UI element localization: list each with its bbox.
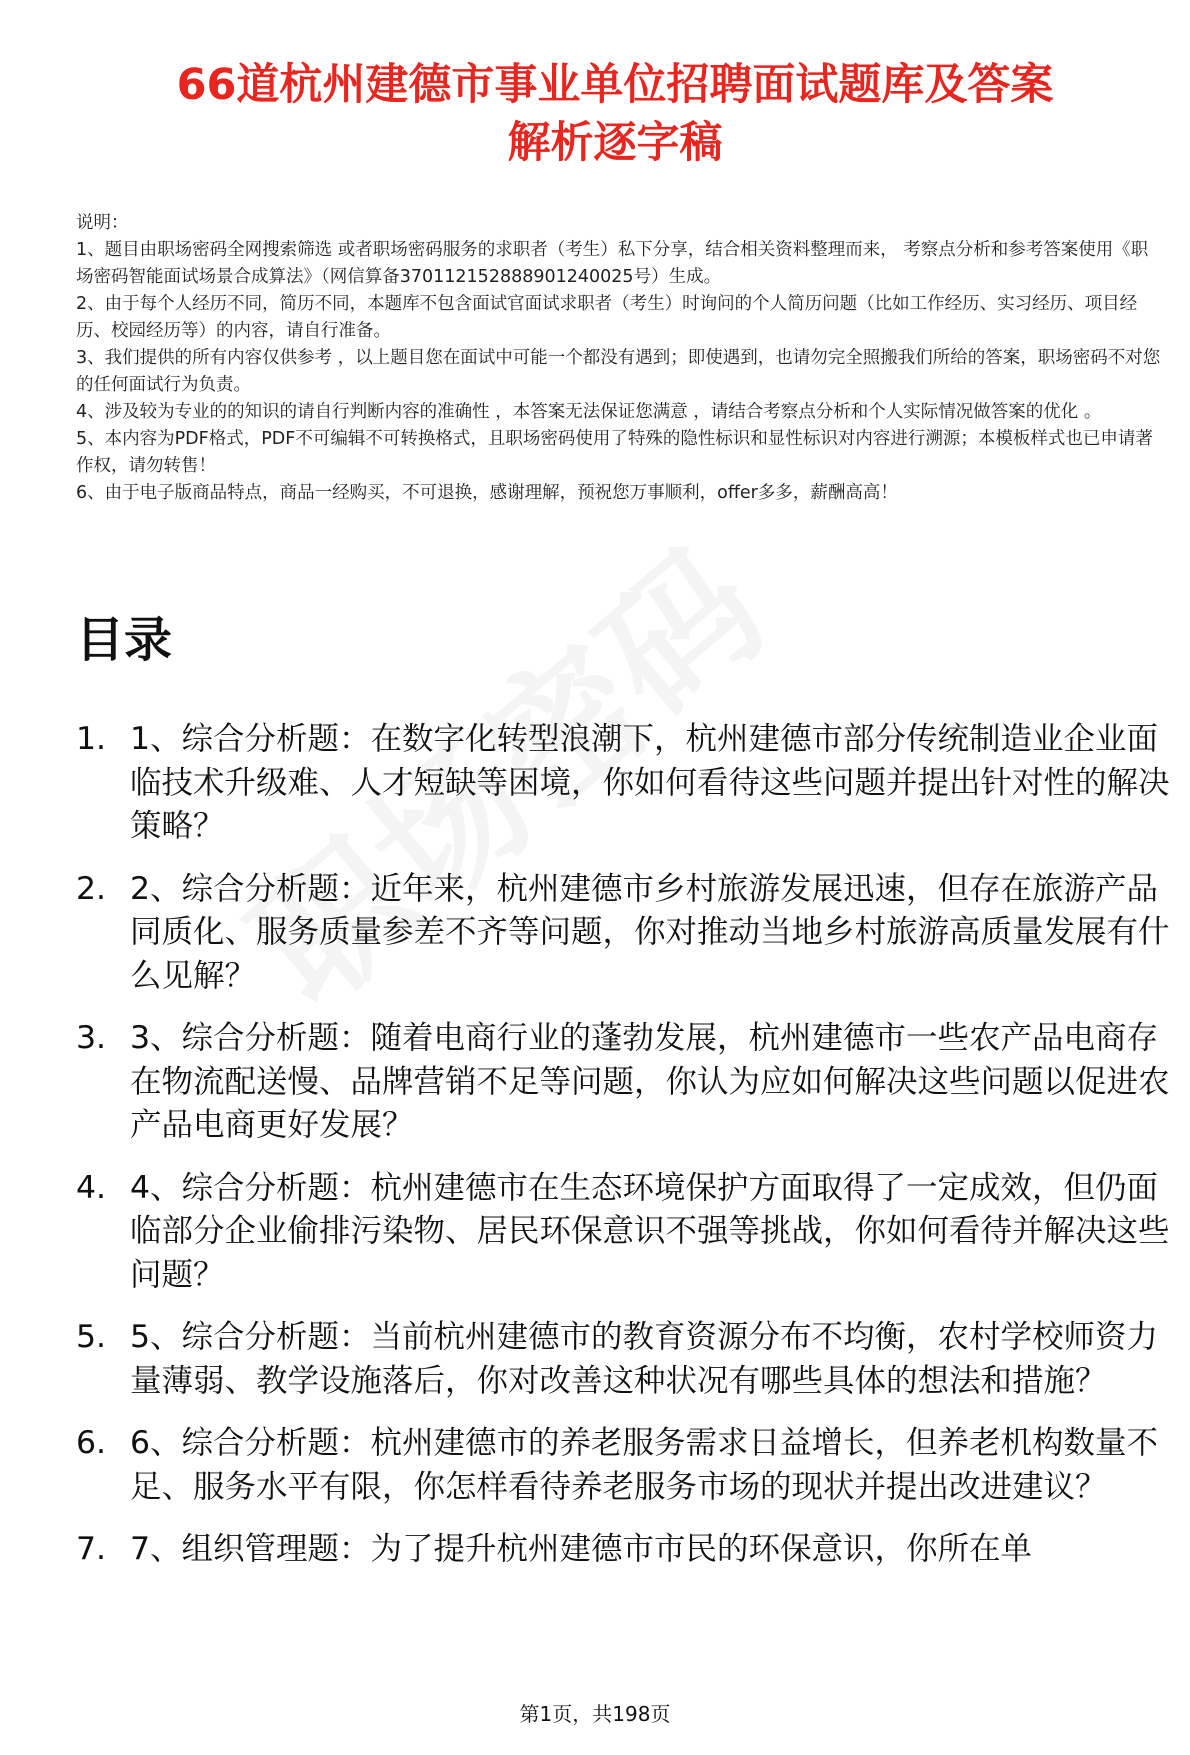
page-title-line-2: 解析逐字稿 xyxy=(507,118,723,168)
toc-item[interactable] xyxy=(76,1167,1176,1298)
toc-item[interactable] xyxy=(76,1422,1176,1509)
note-item: 4、涉及较为专业的的知识的请自行判断内容的准确性 ，本答案无法保证您满意 ，请结合考察点分析和个人实际情况做答案的优化 。 xyxy=(76,402,1102,422)
note-item: 3、我们提供的所有内容仅供参考 ，以上题目您在面试中可能一个都没有遇到；即使遇到，也请勿完全照搬我们所给的答案，职场密码不对您的任何面试行为负责。 xyxy=(76,348,1161,395)
toc-item-text: 6、综合分析题：杭州建德市的养老服务需求日益增长，但养老机构数量不足、服务水平有限，你怎样看待养老服务市场的现状并提出改进建议？ xyxy=(130,1425,1159,1505)
toc-item-number: 2. xyxy=(76,870,107,907)
toc-item-text: 3、综合分析题：随着电商行业的蓬勃发展，杭州建德市一些农产品电商存在物流配送慢、品牌营销不足等问题，你认为应如何解决这些问题以促进农产品电商更好发展？ xyxy=(130,1020,1170,1143)
toc-heading: 目录 xyxy=(76,612,173,668)
page-title xyxy=(70,56,1160,172)
note-item: 6、由于电子版商品特点，商品一经购买，不可退换，感谢理解，预祝您万事顺利，offer多多，薪酬高高！ xyxy=(76,483,898,503)
toc-item-number: 4. xyxy=(76,1169,107,1206)
notes-label: 说明： xyxy=(76,213,129,233)
toc-item[interactable] xyxy=(76,1017,1176,1148)
page-footer: 第1页，共198页 xyxy=(519,1702,671,1726)
page-title-line-1: 66道杭州建德市事业单位招聘面试题库及答案 xyxy=(176,60,1054,110)
note-item: 2、由于每个人经历不同，简历不同，本题库不包含面试官面试求职者（考生）时询问的个人简历问题（比如工作经历、实习经历、项目经历、校园经历等）的内容，请自行准备。 xyxy=(76,294,1138,341)
toc-item-text: 7、组织管理题：为了提升杭州建德市市民的环保意识，你所在单 xyxy=(130,1531,1033,1567)
toc-item[interactable] xyxy=(76,718,1176,849)
toc-item[interactable] xyxy=(76,1528,1176,1572)
notes-section xyxy=(76,210,1164,507)
note-item: 1、题目由职场密码全网搜索筛选 或者职场密码服务的求职者（考生）私下分享，结合相关资料整理而来， 考察点分析和参考答案使用《职场密码智能面试场景合成算法》（网信算备370112152888901240025号）生成。 xyxy=(76,240,1149,287)
toc-item-number: 7. xyxy=(76,1531,107,1567)
toc-item-text: 2、综合分析题：近年来，杭州建德市乡村旅游发展迅速，但存在旅游产品同质化、服务质量参差不齐等问题，你对推动当地乡村旅游高质量发展有什么见解？ xyxy=(130,870,1170,994)
toc-item-number: 6. xyxy=(76,1425,107,1461)
toc-item[interactable] xyxy=(76,1316,1176,1403)
toc-item-number: 3. xyxy=(76,1020,107,1056)
toc-item-number: 1. xyxy=(76,721,107,757)
toc-item-text: 4、综合分析题：杭州建德市在生态环境保护方面取得了一定成效，但仍面临部分企业偷排污染物、居民环保意识不强等挑战，你如何看待并解决这些问题？ xyxy=(130,1169,1170,1293)
toc-item-text: 1、综合分析题：在数字化转型浪潮下，杭州建德市部分传统制造业企业面临技术升级难、人才短缺等困境，你如何看待这些问题并提出针对性的解决策略？ xyxy=(130,721,1170,844)
toc-item[interactable] xyxy=(76,868,1176,999)
toc-item-number: 5. xyxy=(76,1319,107,1355)
toc-list xyxy=(76,718,1176,1591)
note-item: 5、本内容为PDF格式，PDF不可编辑不可转换格式，且职场密码使用了特殊的隐性标识和显性标识对内容进行溯源；本模板样式也已申请著作权，请勿转售！ xyxy=(76,429,1153,476)
toc-item-text: 5、综合分析题：当前杭州建德市的教育资源分布不均衡，农村学校师资力量薄弱、教学设施落后，你对改善这种状况有哪些具体的想法和措施？ xyxy=(130,1319,1159,1399)
